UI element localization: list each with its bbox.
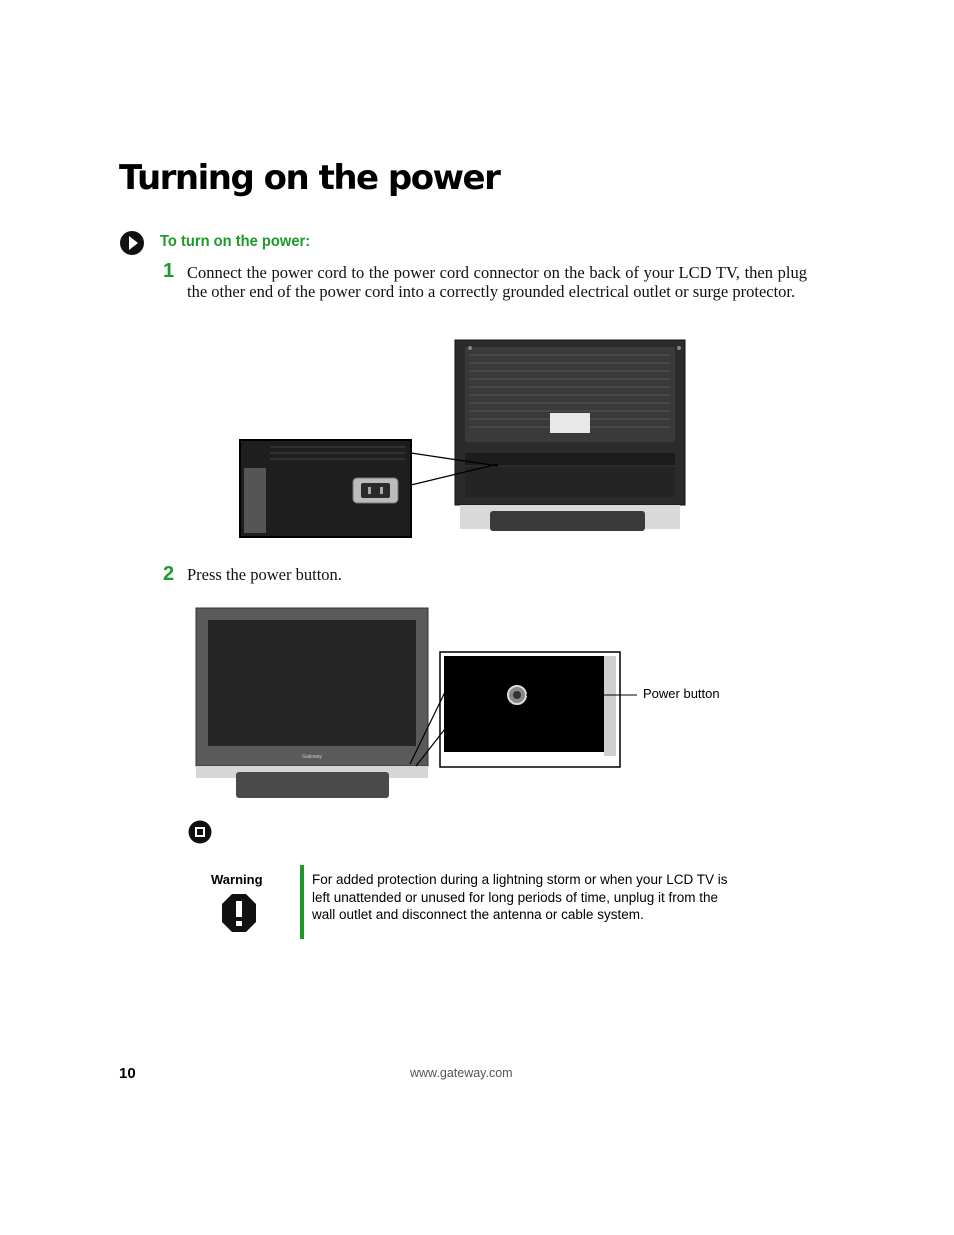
warning-icon xyxy=(221,893,257,933)
warning-bar xyxy=(300,865,304,939)
end-procedure-icon xyxy=(188,820,212,844)
footer-url[interactable]: www.gateway.com xyxy=(410,1066,513,1080)
tv-front-figure xyxy=(190,600,750,810)
step-1-text: Connect the power cord to the power cord connector on the back of your LCD TV, then plug the other end of the power cord into a correctly grounded electrical outlet or surge protector. xyxy=(187,263,807,301)
page-title: Turning on the power xyxy=(119,158,500,198)
warning-text: For added protection during a lightning storm or when your LCD TV is left unattended or unused for long periods of time, unplug it from the wall outlet and disconnect the antenna or cable system. xyxy=(312,872,728,922)
tv-brand-logo: Gateway xyxy=(302,754,322,760)
warning-label: Warning xyxy=(211,872,263,887)
procedure-title: To turn on the power: xyxy=(160,233,311,250)
step-1-number: 1 xyxy=(163,260,175,282)
step-2-number: 2 xyxy=(163,563,175,585)
page-number: 10 xyxy=(119,1065,136,1082)
tv-back-figure xyxy=(230,335,690,545)
procedure-arrow-icon xyxy=(119,230,145,256)
step-2-text: Press the power button. xyxy=(187,565,342,584)
power-button-callout: Power button xyxy=(643,686,720,701)
